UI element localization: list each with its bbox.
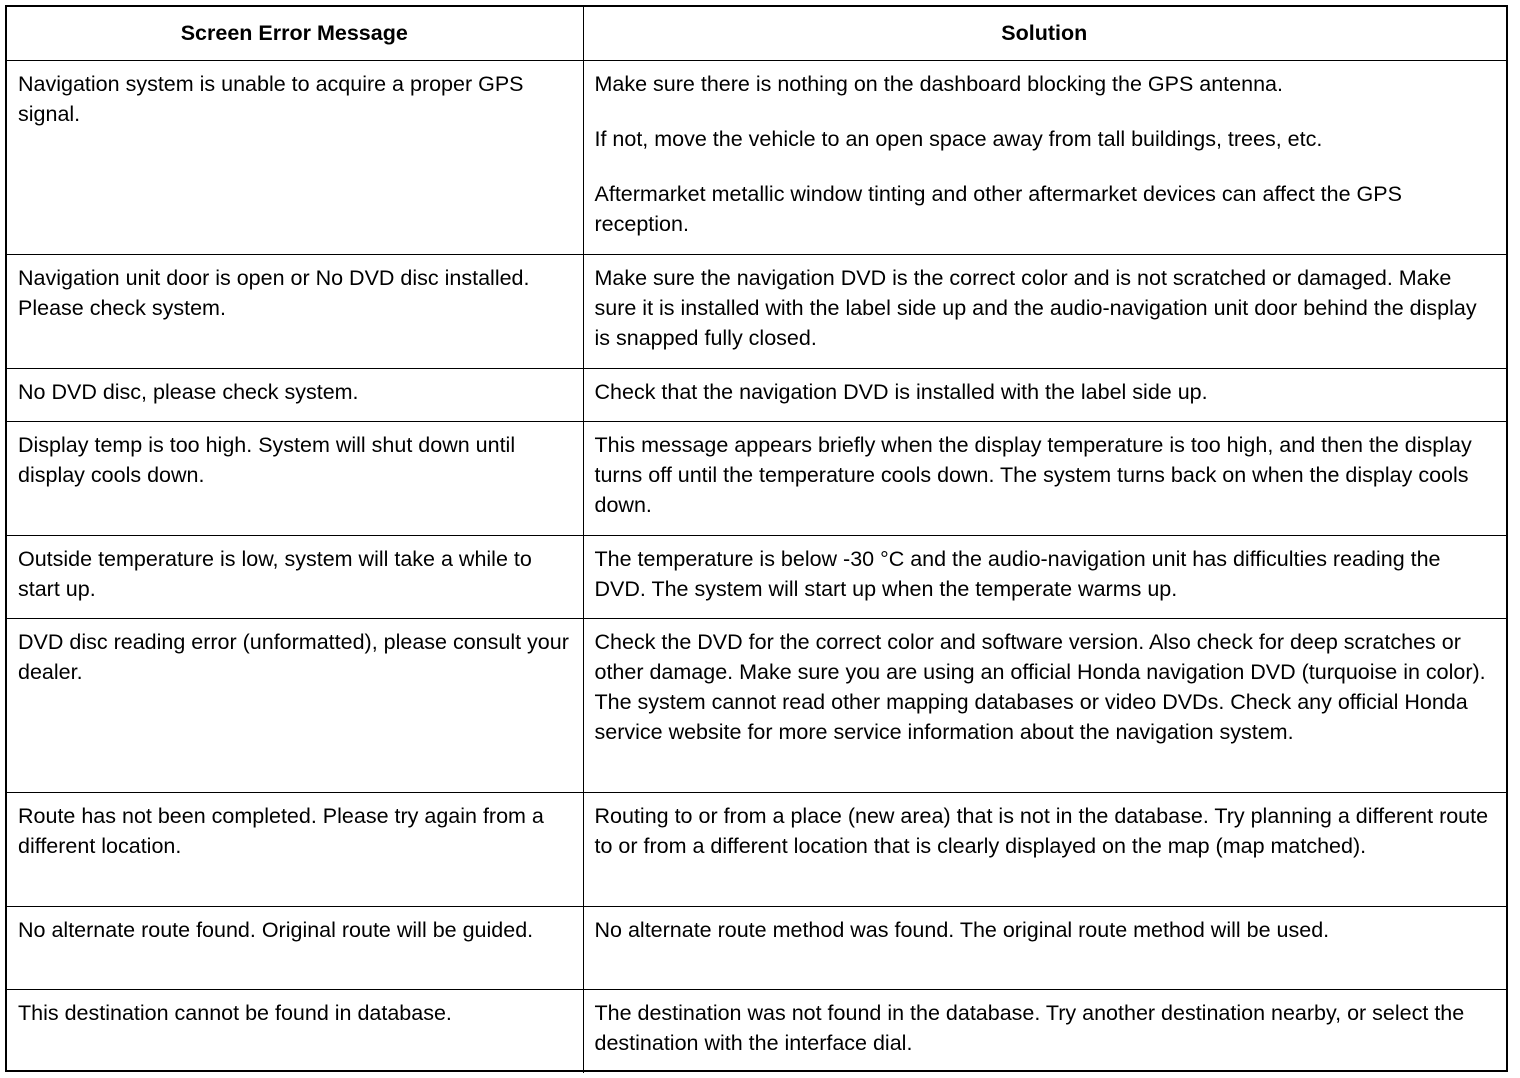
solution-paragraph: Routing to or from a place (new area) that is not in the database. Try planning a different route to or from a different location that is clearly displayed on the map (map matched).	[594, 803, 1489, 858]
table-header-row	[7, 7, 1506, 60]
solution-cell	[583, 618, 1506, 792]
error-message-cell: Display temp is too high. System will shut down until display cools down.	[7, 421, 583, 535]
error-message-cell: DVD disc reading error (unformatted), please consult your dealer.	[7, 618, 583, 792]
solution-paragraph: If not, move the vehicle to an open space away from tall buildings, trees, etc.	[594, 126, 1323, 151]
error-message-cell: This destination cannot be found in database.	[7, 989, 583, 1073]
table-row	[7, 368, 1506, 421]
solution-cell	[583, 368, 1506, 421]
solution-paragraph: Make sure there is nothing on the dashboard blocking the GPS antenna.	[594, 71, 1283, 96]
error-message-table-frame	[5, 5, 1508, 1072]
error-message-cell: Route has not been completed. Please try again from a different location.	[7, 792, 583, 906]
table-row	[7, 906, 1506, 989]
solution-paragraph: This message appears briefly when the display temperature is too high, and then the display turns off until the temperature cools down. The system turns back on when the display cools down.	[594, 432, 1472, 517]
solution-cell	[583, 906, 1506, 989]
error-message-cell: No DVD disc, please check system.	[7, 368, 583, 421]
header-solution: Solution	[583, 7, 1506, 60]
solution-paragraph: The destination was not found in the database. Try another destination nearby, or select the destination with the interface dial.	[594, 1000, 1465, 1055]
table-row	[7, 60, 1506, 254]
solution-cell	[583, 989, 1506, 1073]
error-message-table	[7, 7, 1506, 1073]
solution-cell	[583, 60, 1506, 254]
error-message-cell: Navigation system is unable to acquire a proper GPS signal.	[7, 60, 583, 254]
error-message-cell: Navigation unit door is open or No DVD disc installed. Please check system.	[7, 254, 583, 368]
table-row	[7, 792, 1506, 906]
solution-paragraph: No alternate route method was found. The original route method will be used.	[594, 917, 1330, 942]
table-row	[7, 618, 1506, 792]
solution-paragraph: Check that the navigation DVD is installed with the label side up.	[594, 379, 1208, 404]
solution-paragraph: Aftermarket metallic window tinting and other aftermarket devices can affect the GPS reception.	[594, 181, 1402, 236]
table-row	[7, 421, 1506, 535]
solution-paragraph: The temperature is below -30 °C and the audio-navigation unit has difficulties reading the DVD. The system will start up when the temperate warms up.	[594, 546, 1441, 601]
table-row	[7, 989, 1506, 1073]
solution-cell	[583, 421, 1506, 535]
solution-paragraph: Make sure the navigation DVD is the correct color and is not scratched or damaged. Make sure it is installed with the label side up and the audio-navigation unit door behind the display is snapped fully closed.	[594, 265, 1477, 350]
table-row	[7, 535, 1506, 618]
error-message-cell: No alternate route found. Original route will be guided.	[7, 906, 583, 989]
header-screen-error-message: Screen Error Message	[7, 7, 583, 60]
error-message-cell: Outside temperature is low, system will take a while to start up.	[7, 535, 583, 618]
solution-cell	[583, 792, 1506, 906]
table-row	[7, 254, 1506, 368]
solution-paragraph: Check the DVD for the correct color and software version. Also check for deep scratches or other damage. Make sure you are using an official Honda navigation DVD (turquoise in color). The system cannot read other mapping databases or video DVDs. Check any official Honda service website for more service information about the navigation system.	[594, 629, 1486, 744]
solution-cell	[583, 254, 1506, 368]
solution-cell	[583, 535, 1506, 618]
